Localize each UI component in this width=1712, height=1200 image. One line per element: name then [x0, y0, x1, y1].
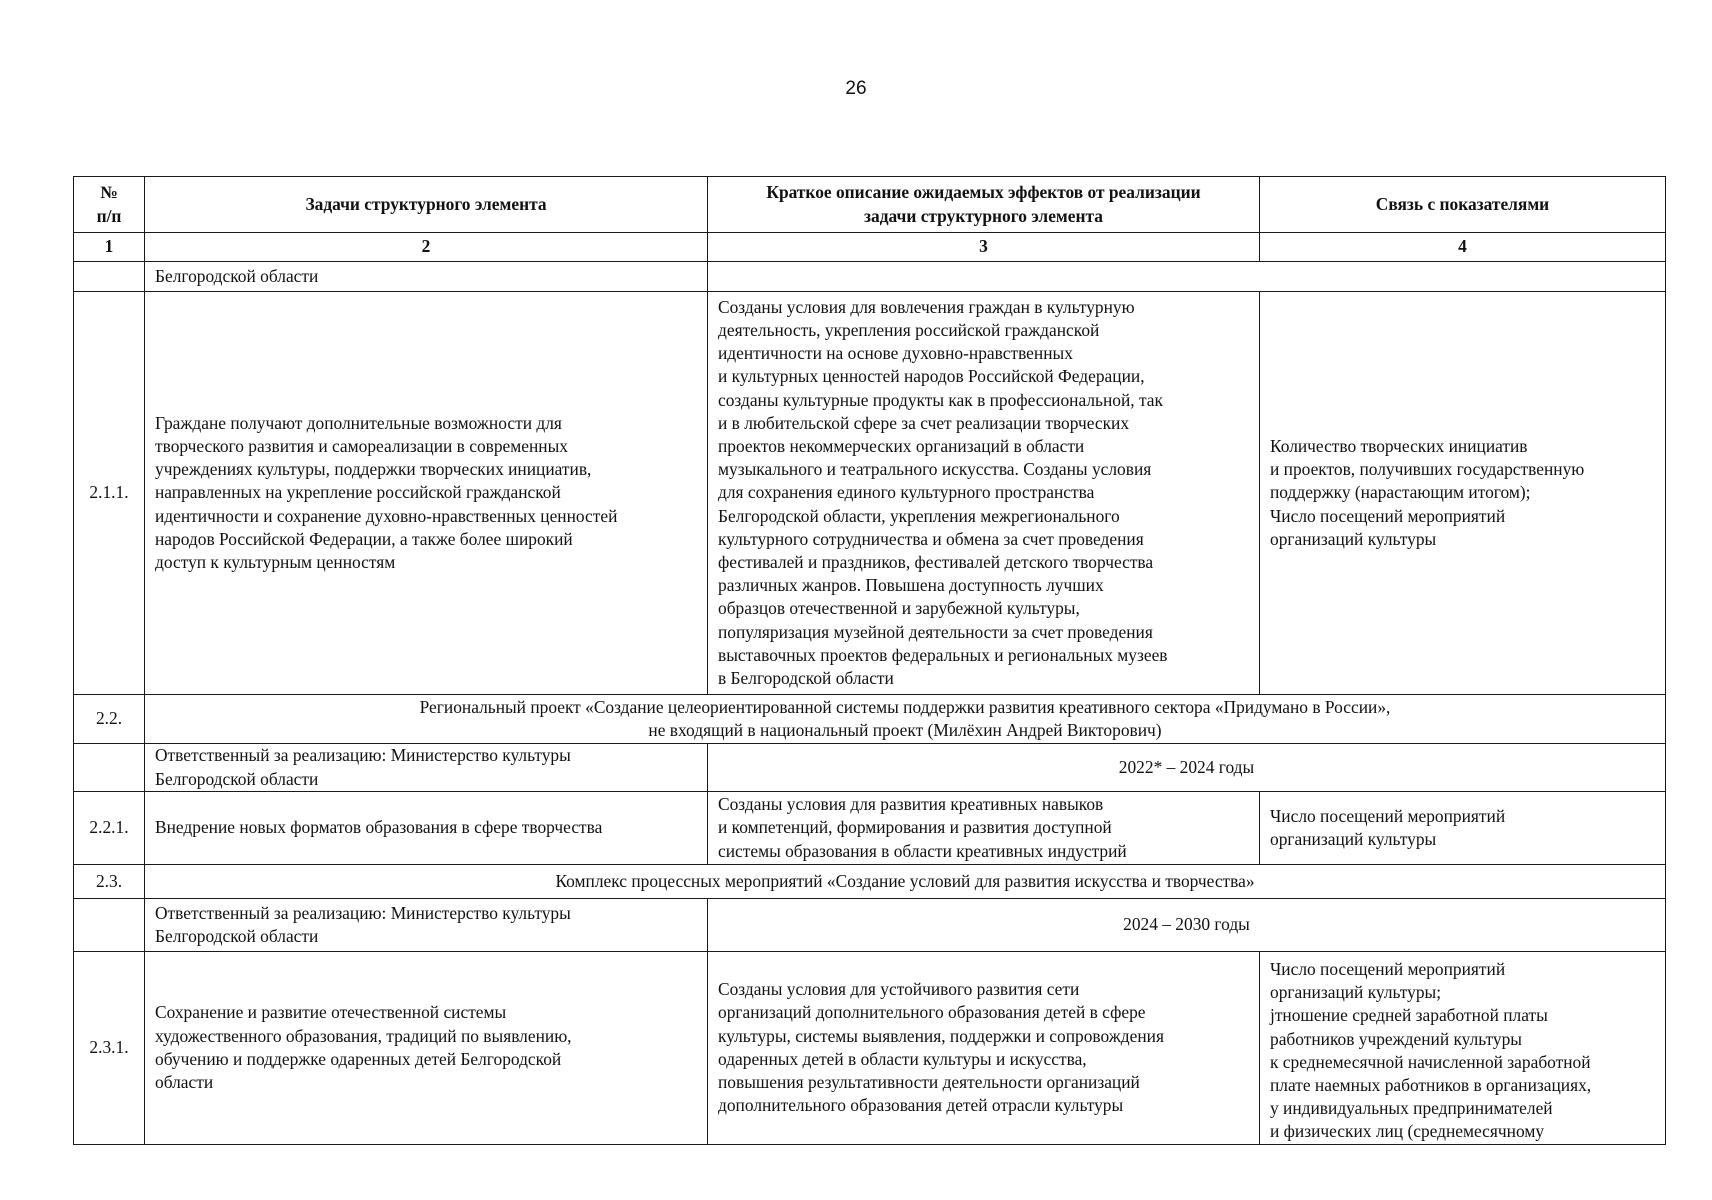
- header-number: № п/п: [74, 177, 145, 233]
- header-tasks: Задачи структурного элемента: [145, 177, 708, 233]
- indicators-text: Число посещений мероприятий организаций культуры: [1260, 792, 1666, 865]
- responsible-row-2-3: [74, 899, 1666, 952]
- header-effects: Краткое описание ожидаемых эффектов от реализации задачи структурного элемента: [708, 177, 1260, 233]
- column-number: 3: [708, 233, 1260, 262]
- column-numbers-row: [74, 233, 1666, 262]
- row-number: 2.3.: [74, 865, 145, 899]
- indicators-text: Количество творческих инициатив и проектов, получивших государственную поддержку (нарастающим итогом); Число посещений мероприятий организаций культуры: [1260, 292, 1666, 695]
- indicators-text: Число посещений мероприятий организаций культуры; jтношение средней заработной платы работников учреждений культуры к среднемесячной начисленной заработной плате наемных работников в организациях, у индивидуальных предпринимателей и физических лиц (среднемесячному: [1260, 952, 1666, 1145]
- row-number: 2.2.1.: [74, 792, 145, 865]
- empty-cell: [708, 262, 1666, 292]
- row-number: 2.2.: [74, 695, 145, 744]
- responsible-text: Ответственный за реализацию: Министерство культуры Белгородской области: [145, 899, 708, 952]
- effects-text: Созданы условия для устойчивого развития сети организаций дополнительного образования детей в сфере культуры, системы выявления, поддержки и сопровождения одаренных детей в области культуры и искусства, повышения результативности деятельности организаций дополнительного образования детей отрасли культуры: [708, 952, 1260, 1145]
- task-text: Граждане получают дополнительные возможности для творческого развития и самореализации в современных учреждениях культуры, поддержки творческих инициатив, направленных на укрепление российской гражданской идентичности и сохранение духовно-нравственных ценностей народов Российской Федерации, а также более широкий доступ к культурным ценностям: [145, 292, 708, 695]
- structural-elements-table: [73, 176, 1666, 1145]
- continuation-text: Белгородской области: [145, 262, 708, 292]
- column-number: 2: [145, 233, 708, 262]
- header-indicators: Связь с показателями: [1260, 177, 1666, 233]
- table-header-row: [74, 177, 1666, 233]
- period-text: 2024 – 2030 годы: [708, 899, 1666, 952]
- empty-cell: [74, 744, 145, 792]
- task-text: Внедрение новых форматов образования в сфере творчества: [145, 792, 708, 865]
- table-row-2-2-1: [74, 792, 1666, 865]
- section-row-2-3: [74, 865, 1666, 899]
- effects-text: Созданы условия для вовлечения граждан в культурную деятельность, укрепления российской гражданской идентичности на основе духовно-нравственных и культурных ценностей народов Российской Федерации, созданы культурные продукты как в профессиональной, так и в любительской сфере за счет реализации творческих проектов некоммерческих организаций в области музыкального и театрального искусства. Созданы условия для сохранения единого культурного пространства Белгородской области, укрепления межрегионального культурного сотрудничества и обмена за счет проведения фестивалей и праздников, фестивалей детского творчества различных жанров. Повышена доступность лучших образцов отечественной и зарубежной культуры, популяризация музейной деятельности за счет проведения выставочных проектов федеральных и региональных музеев в Белгородской области: [708, 292, 1260, 695]
- row-number: 2.3.1.: [74, 952, 145, 1145]
- section-row-2-2: [74, 695, 1666, 744]
- responsible-row-2-2: [74, 744, 1666, 792]
- table-row-2-3-1: [74, 952, 1666, 1145]
- column-number: 4: [1260, 233, 1666, 262]
- empty-cell: [74, 262, 145, 292]
- empty-cell: [74, 899, 145, 952]
- effects-text: Созданы условия для развития креативных навыков и компетенций, формирования и развития доступной системы образования в области креативных индустрий: [708, 792, 1260, 865]
- section-title: Региональный проект «Создание целеориентированной системы поддержки развития креативного сектора «Придумано в России», не входящий в национальный проект (Милёхин Андрей Викторович): [145, 695, 1666, 744]
- column-number: 1: [74, 233, 145, 262]
- continuation-row: [74, 262, 1666, 292]
- responsible-text: Ответственный за реализацию: Министерство культуры Белгородской области: [145, 744, 708, 792]
- page-number: 26: [845, 78, 867, 99]
- period-text: 2022* – 2024 годы: [708, 744, 1666, 792]
- section-title: Комплекс процессных мероприятий «Создание условий для развития искусства и творчества»: [145, 865, 1666, 899]
- table-row-2-1-1: [74, 292, 1666, 695]
- row-number: 2.1.1.: [74, 292, 145, 695]
- task-text: Сохранение и развитие отечественной системы художественного образования, традиций по выявлению, обучению и поддержке одаренных детей Белгородской области: [145, 952, 708, 1145]
